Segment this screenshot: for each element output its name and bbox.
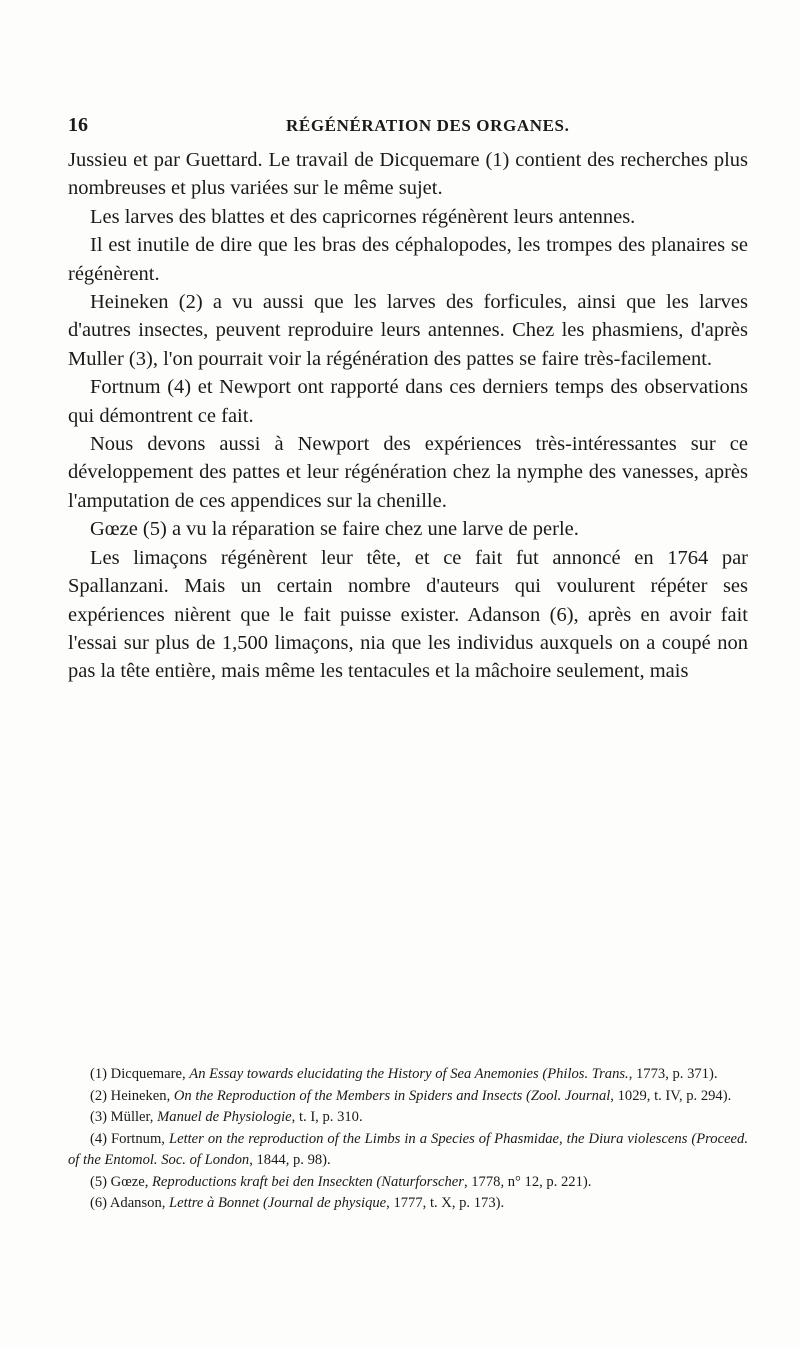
footnote-title: Manuel de Physiologie: [157, 1109, 292, 1125]
running-head: [68, 114, 748, 144]
page-number: 16: [68, 114, 88, 136]
paragraph: Les limaçons régénèrent leur tête, et ce fait fut annoncé en 1764 par Spallanzani. Mais un certain nombre d'auteurs qui voulurent répéter ses expériences nièrent que le fait puisse exister. Adanson (6), après en avoir fait l'essai sur plus de 1,500 limaçons, nia que les individus auxquels on a coupé non pas la tête entière, mais même les tentacules et la mâchoire seulement, mais: [68, 546, 748, 683]
footnote-title: An Essay towards elucidating the History of Sea Anemonies (Philos. Trans.: [189, 1066, 629, 1082]
footnote-author: (6) Adanson,: [90, 1195, 170, 1211]
paragraph: Nous devons aussi à Newport des expériences très-intéressantes sur ce développement des pattes et leur régénération chez la nymphe des vanesses, après l'amputation de ces appendices sur la chenille.: [68, 433, 748, 512]
footnote-reference: , 1029, t. IV, p. 294).: [610, 1087, 732, 1104]
footnote-author: (1) Dicquemare,: [90, 1066, 190, 1082]
running-title: RÉGÉNÉRATION DES ORGANES.: [286, 116, 570, 135]
footnote-title: Letter on the reproduction of the Limbs in a Species of Phasmidae, the Diura violescens (Proceed. of the Entomol. Soc. of London: [68, 1130, 748, 1168]
footnote-reference: , 1773, p. 371).: [628, 1066, 718, 1082]
footnote-title: Lettre à Bonnet (Journal de physique: [169, 1195, 387, 1211]
paragraph: Les larves des blattes et des capricornes régénèrent leurs antennes.: [90, 205, 636, 228]
paragraph: Fortnum (4) et Newport ont rapporté dans ces derniers temps des observations qui démontrent ce fait.: [68, 376, 748, 427]
footnote-author: (3) Müller,: [90, 1109, 158, 1125]
paragraph: Gœze (5) a vu la réparation se faire chez une larve de perle.: [90, 518, 579, 541]
body-text: [68, 146, 748, 686]
footnote-reference: , t. I, p. 310.: [291, 1109, 363, 1125]
footnote: [68, 1064, 748, 1086]
footnote-author: (4) Fortnum,: [90, 1130, 169, 1147]
paragraph: Heineken (2) a vu aussi que les larves des forficules, ainsi que les larves d'autres insectes, peuvent reproduire leurs antennes. Chez les phasmiens, d'après Muller (3), l'on pourrait voir la régénération des pattes se faire très-facilement.: [68, 291, 748, 370]
footnote-reference: , 1844, p. 98).: [249, 1152, 331, 1168]
footnote-title: On the Reproduction of the Members in Spiders and Insects (Zool. Journal: [173, 1087, 611, 1104]
footnote: [68, 1129, 748, 1172]
footnote: [68, 1172, 748, 1194]
footnote: [68, 1107, 748, 1129]
footnote-author: (5) Gœze,: [90, 1173, 152, 1190]
footnote-reference: , 1778, n° 12, p. 221).: [463, 1173, 592, 1190]
footnotes: [68, 1064, 748, 1215]
footnote: [68, 1086, 748, 1108]
footnote-reference: , 1777, t. X, p. 173).: [386, 1195, 505, 1211]
footnote-author: (2) Heineken,: [90, 1087, 174, 1104]
paragraph: Jussieu et par Guettard. Le travail de Dicquemare (1) contient des recherches plus nombreuses et plus variées sur le même sujet.: [68, 149, 748, 200]
footnote: [68, 1193, 748, 1215]
footnote-title: Reproductions kraft bei den Inseckten (Naturforscher: [152, 1173, 464, 1190]
paragraph: Il est inutile de dire que les bras des céphalopodes, les trompes des planaires se régénèrent.: [68, 234, 748, 285]
